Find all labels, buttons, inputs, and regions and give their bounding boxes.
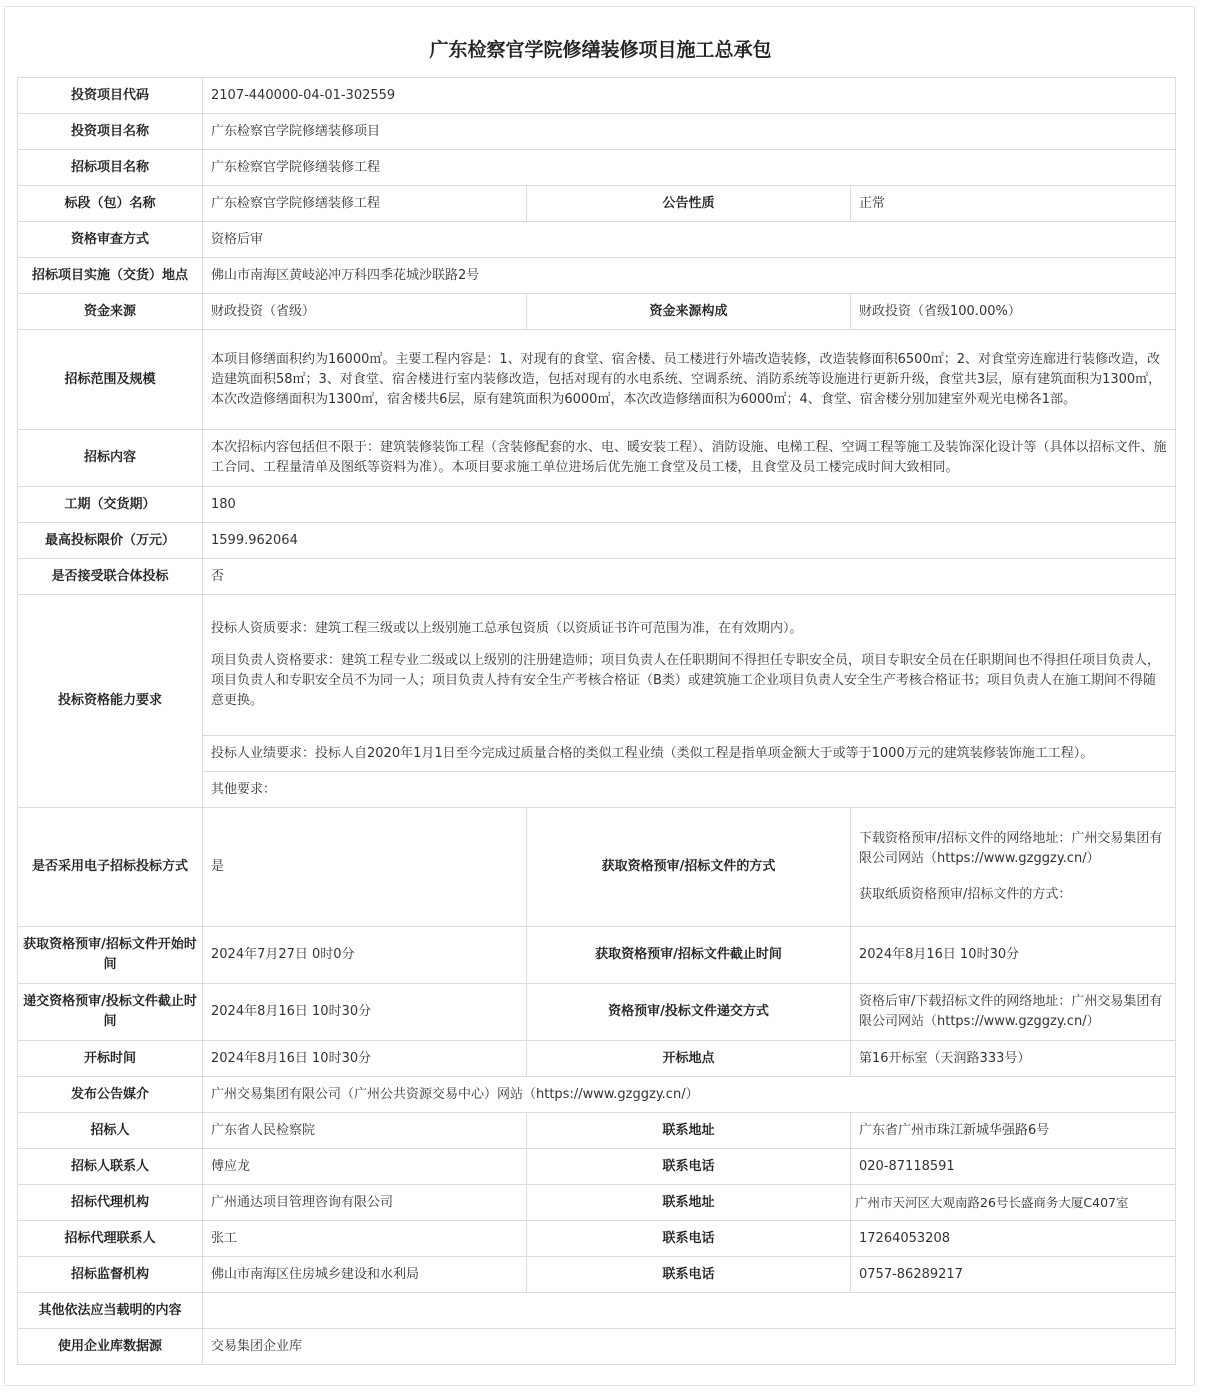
field-value: 17264053208 <box>851 1221 1176 1257</box>
bid-info-table <box>17 77 1176 1365</box>
field-label: 递交资格预审/投标文件截止时间 <box>18 984 203 1041</box>
field-value: 1599.962064 <box>203 523 1176 559</box>
table-row <box>18 222 1176 258</box>
table-row <box>18 1113 1176 1149</box>
field-label: 资格审查方式 <box>18 222 203 258</box>
field-value: 财政投资（省级） <box>203 294 527 330</box>
table-row <box>18 1221 1176 1257</box>
other-requirement: 其他要求： <box>203 772 1176 808</box>
table-row <box>18 1257 1176 1293</box>
field-label: 其他依法应当载明的内容 <box>18 1293 203 1329</box>
document-access-methods <box>851 808 1176 927</box>
table-row <box>18 1077 1176 1113</box>
field-value: 广州交易集团有限公司（广州公共资源交易中心）网站（https://www.gzggzy.cn/） <box>203 1077 1176 1113</box>
table-row <box>18 1329 1176 1365</box>
field-value: 否 <box>203 559 1176 595</box>
field-label: 投标资格能力要求 <box>18 595 203 808</box>
field-value: 正常 <box>851 186 1176 222</box>
field-value: 广州通达项目管理咨询有限公司 <box>203 1185 527 1221</box>
field-value: 资格后审 <box>203 222 1176 258</box>
paper-access-method: 获取纸质资格预审/招标文件的方式： <box>859 887 1072 902</box>
field-value: 2024年7月27日 0时0分 <box>203 927 527 984</box>
field-label: 资格预审/投标文件递交方式 <box>527 984 851 1041</box>
qualification-requirements <box>203 595 1176 736</box>
field-label: 获取资格预审/招标文件开始时间 <box>18 927 203 984</box>
field-label: 工期（交货期） <box>18 487 203 523</box>
field-value: 张工 <box>203 1221 527 1257</box>
manager-qualification: 项目负责人资格要求：建筑工程专业二级或以上级别的注册建造师；项目负责人在任职期间不得担任专职安全员，项目专职安全员在任职期间也不得担任项目负责人，项目负责人和专职安全员不为同一人；项目负责人持有安全生产考核合格证（B类）或建筑施工企业项目负责人安全生产考核合格证书；项目负责人在施工期间不得随意更换。 <box>211 653 1161 708</box>
field-label: 招标代理联系人 <box>18 1221 203 1257</box>
field-value: 佛山市南海区黄岐泌冲万科四季花城沙联路2号 <box>203 258 1176 294</box>
bidder-qualification: 投标人资质要求：建筑工程三级或以上级别施工总承包资质（以资质证书许可范围为准，在有效期内）。 <box>211 621 803 636</box>
field-value: 广州市天河区大观南路26号长盛商务大厦C407室 <box>851 1185 1176 1221</box>
field-value: 020-87118591 <box>851 1149 1176 1185</box>
field-value: 2024年8月16日 10时30分 <box>851 927 1176 984</box>
field-value: 广东检察官学院修缮装修工程 <box>203 150 1176 186</box>
field-label: 获取资格预审/招标文件的方式 <box>527 808 851 927</box>
field-label: 使用企业库数据源 <box>18 1329 203 1365</box>
field-value: 广东省人民检察院 <box>203 1113 527 1149</box>
field-value: 2107-440000-04-01-302559 <box>203 78 1176 114</box>
table-row <box>18 487 1176 523</box>
field-label: 联系地址 <box>527 1113 851 1149</box>
field-label: 投资项目代码 <box>18 78 203 114</box>
field-value: 傅应龙 <box>203 1149 527 1185</box>
table-row <box>18 150 1176 186</box>
field-label: 招标内容 <box>18 430 203 487</box>
field-label: 招标人联系人 <box>18 1149 203 1185</box>
field-value: 广东检察官学院修缮装修工程 <box>203 186 527 222</box>
field-value: 2024年8月16日 10时30分 <box>203 1041 527 1077</box>
field-label: 资金来源构成 <box>527 294 851 330</box>
table-row <box>18 114 1176 150</box>
field-label: 是否采用电子招标投标方式 <box>18 808 203 927</box>
field-label: 联系电话 <box>527 1149 851 1185</box>
field-label: 资金来源 <box>18 294 203 330</box>
field-label: 招标范围及规模 <box>18 330 203 430</box>
field-value: 本次招标内容包括但不限于：建筑装修装饰工程（含装修配套的水、电、暖安装工程）、消防设施、电梯工程、空调工程等施工及装饰深化设计等（具体以招标文件、施工合同、工程量清单及图纸等资料为准）。本项目要求施工单位进场后优先施工食堂及员工楼，且食堂及员工楼完成时间大致相同。 <box>203 430 1176 487</box>
field-value: 0757-86289217 <box>851 1257 1176 1293</box>
table-row <box>18 78 1176 114</box>
online-download-address: 下载资格预审/招标文件的网络地址：广州交易集团有限公司网站（https://www.gzggzy.cn/） <box>859 831 1163 866</box>
field-label: 联系电话 <box>527 1257 851 1293</box>
performance-requirement: 投标人业绩要求：投标人自2020年1月1日至今完成过质量合格的类似工程业绩（类似工程是指单项金额大于或等于1000万元的建筑装修装饰施工工程）。 <box>203 736 1176 772</box>
table-row <box>18 523 1176 559</box>
field-value: 本项目修缮面积约为16000㎡。主要工程内容是：1、对现有的食堂、宿舍楼、员工楼进行外墙改造装修，改造装修面积6500㎡；2、对食堂旁连廊进行装修改造，改造建筑面积58㎡；3、对食堂、宿舍楼进行室内装修改造，包括对现有的水电系统、空调系统、消防系统等设施进行更新升级，食堂共3层，原有建筑面积为1300㎡，本次改造修缮面积为1300㎡，宿舍楼共6层，原有建筑面积为6000㎡，本次改造修缮面积为6000㎡；4、食堂、宿舍楼分别加建室外观光电梯各1部。 <box>203 330 1176 430</box>
field-label: 最高投标限价（万元） <box>18 523 203 559</box>
field-label: 招标监督机构 <box>18 1257 203 1293</box>
field-value: 2024年8月16日 10时30分 <box>203 984 527 1041</box>
table-row <box>18 430 1176 487</box>
table-row <box>18 595 1176 736</box>
table-row <box>18 186 1176 222</box>
field-label: 是否接受联合体投标 <box>18 559 203 595</box>
table-row <box>18 1041 1176 1077</box>
table-row <box>18 984 1176 1041</box>
field-value: 广东省广州市珠江新城华强路6号 <box>851 1113 1176 1149</box>
field-label: 招标人 <box>18 1113 203 1149</box>
page-title: 广东检察官学院修缮装修项目施工总承包 <box>429 39 772 61</box>
table-row <box>18 927 1176 984</box>
field-label: 联系电话 <box>527 1221 851 1257</box>
field-label: 公告性质 <box>527 186 851 222</box>
table-row <box>18 1149 1176 1185</box>
field-value: 交易集团企业库 <box>203 1329 1176 1365</box>
field-value: 第16开标室（天润路333号） <box>851 1041 1176 1077</box>
field-value: 佛山市南海区住房城乡建设和水利局 <box>203 1257 527 1293</box>
field-label: 招标代理机构 <box>18 1185 203 1221</box>
field-value: 180 <box>203 487 1176 523</box>
field-value: 资格后审/下载招标文件的网络地址：广州交易集团有限公司网站（https://www.gzggzy.cn/） <box>851 984 1176 1041</box>
field-label: 获取资格预审/招标文件截止时间 <box>527 927 851 984</box>
field-value: 广东检察官学院修缮装修项目 <box>203 114 1176 150</box>
field-label: 开标地点 <box>527 1041 851 1077</box>
table-row <box>18 330 1176 430</box>
table-row <box>18 258 1176 294</box>
table-row <box>18 1185 1176 1221</box>
field-value: 是 <box>203 808 527 927</box>
field-label: 投资项目名称 <box>18 114 203 150</box>
table-row <box>18 808 1176 927</box>
field-label: 开标时间 <box>18 1041 203 1077</box>
field-label: 标段（包）名称 <box>18 186 203 222</box>
field-label: 招标项目实施（交货）地点 <box>18 258 203 294</box>
table-row <box>18 294 1176 330</box>
field-value <box>203 1293 1176 1329</box>
field-label: 招标项目名称 <box>18 150 203 186</box>
table-row <box>18 559 1176 595</box>
field-label: 联系地址 <box>527 1185 851 1221</box>
field-value: 财政投资（省级100.00%） <box>851 294 1176 330</box>
field-label: 发布公告媒介 <box>18 1077 203 1113</box>
table-row <box>18 1293 1176 1329</box>
